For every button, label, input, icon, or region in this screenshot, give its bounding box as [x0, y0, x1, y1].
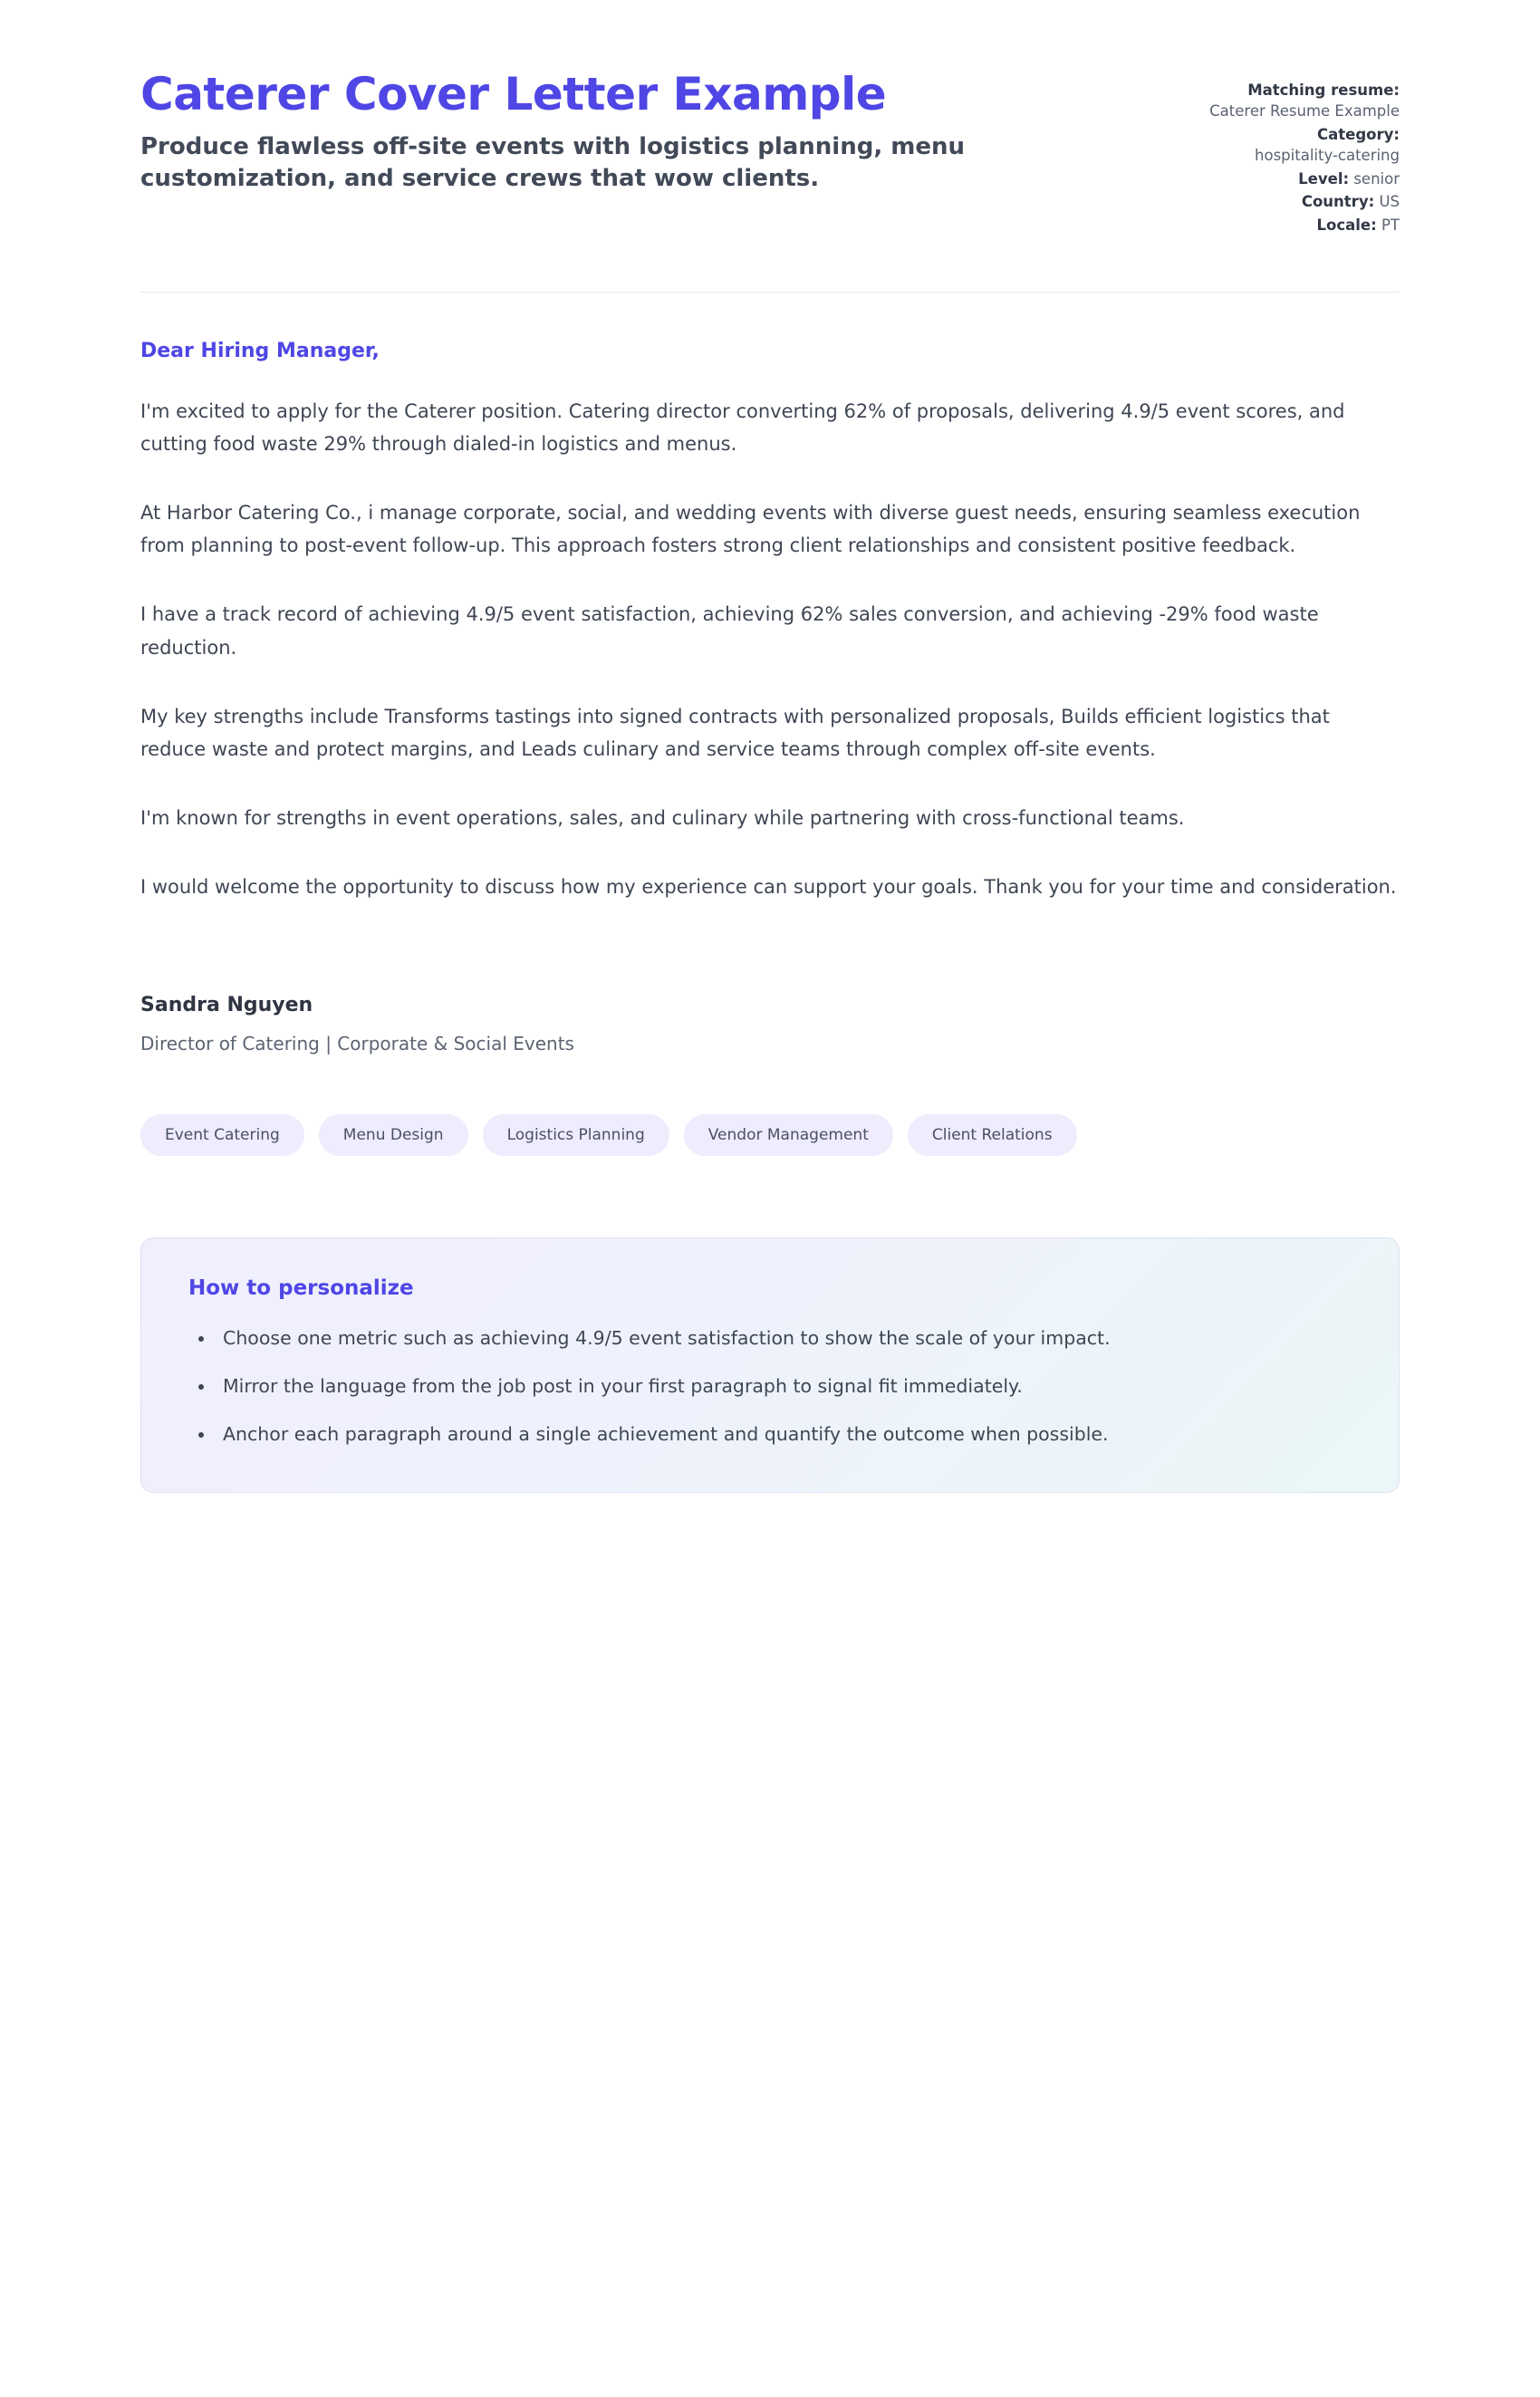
page-title: Caterer Cover Letter Example	[140, 68, 887, 120]
cover-letter-body	[140, 293, 1400, 1054]
meta-country-label: Country:	[1301, 193, 1375, 211]
signature-role: Director of Catering | Corporate & Social Events	[140, 1033, 574, 1055]
meta-locale-label: Locale:	[1316, 216, 1377, 234]
skill-tag[interactable]: Logistics Planning	[483, 1114, 669, 1156]
meta-category-label: Category:	[1317, 125, 1400, 143]
skill-tag-list	[140, 1114, 1400, 1156]
meta-level-value: senior	[1353, 169, 1400, 188]
letter-paragraph: I'm known for strengths in event operations, sales, and culinary while partnering with cross-functional teams.	[140, 806, 1185, 829]
signature-name: Sandra Nguyen	[140, 994, 313, 1017]
salutation: Dear Hiring Manager,	[140, 339, 380, 362]
meta-locale-value: PT	[1381, 216, 1400, 234]
list-item: • Mirror the language from the job post in your first paragraph to signal fit immediately.	[216, 1372, 1352, 1401]
personalize-card	[140, 1237, 1400, 1493]
meta-country-value: US	[1379, 193, 1400, 211]
document-metadata	[1164, 71, 1400, 237]
meta-locale	[1164, 215, 1400, 236]
letter-paragraph: My key strengths include Transforms tastings into signed contracts with personalized proposals, Builds efficient logistics that reduce waste and protect margins, and Leads culinary and service teams through complex off-site events.	[140, 705, 1330, 760]
personalize-title: How to personalize	[188, 1276, 414, 1301]
meta-country	[1164, 191, 1400, 212]
list-item: • Anchor each paragraph around a single achievement and quantify the outcome when possible.	[216, 1420, 1352, 1449]
meta-matching-resume-label: Matching resume:	[1247, 82, 1400, 99]
skill-tag[interactable]: Client Relations	[908, 1114, 1077, 1156]
personalize-list	[188, 1324, 1352, 1450]
letter-paragraph: I'm excited to apply for the Caterer position. Catering director converting 62% of proposals, delivering 4.9/5 event scores, and cutting food waste 29% through dialed-in logistics and menus.	[140, 400, 1345, 456]
letter-paragraph: I would welcome the opportunity to discuss how my experience can support your goals. Thank you for your time and consideration.	[140, 875, 1397, 898]
signature-block	[140, 994, 1400, 1054]
meta-category-value: hospitality-catering	[1255, 147, 1400, 165]
letter-paragraph: I have a track record of achieving 4.9/5 event satisfaction, achieving 62% sales conversion, and achieving -29% food waste reduction.	[140, 603, 1319, 659]
meta-matching-resume-value: Caterer Resume Example	[1209, 102, 1400, 120]
meta-level-label: Level:	[1298, 169, 1350, 188]
page-subtitle: Produce flawless off-site events with logistics planning, menu customization, and service crews that wow clients.	[140, 133, 966, 192]
skill-tag[interactable]: Menu Design	[319, 1114, 468, 1156]
meta-category	[1164, 124, 1400, 167]
skill-tag[interactable]: Vendor Management	[684, 1114, 893, 1156]
meta-matching-resume	[1164, 80, 1400, 122]
meta-level	[1164, 168, 1400, 189]
letter-paragraph: At Harbor Catering Co., i manage corporate, social, and wedding events with diverse guest needs, ensuring seamless execution from planning to post-event follow-up. This approach fosters strong client relationships and consistent positive feedback.	[140, 502, 1361, 557]
list-item: • Choose one metric such as achieving 4.9/5 event satisfaction to show the scale of your impact.	[216, 1324, 1352, 1353]
document-header	[140, 68, 1400, 237]
skill-tag[interactable]: Event Catering	[140, 1114, 304, 1156]
header-text-block	[140, 68, 1064, 194]
